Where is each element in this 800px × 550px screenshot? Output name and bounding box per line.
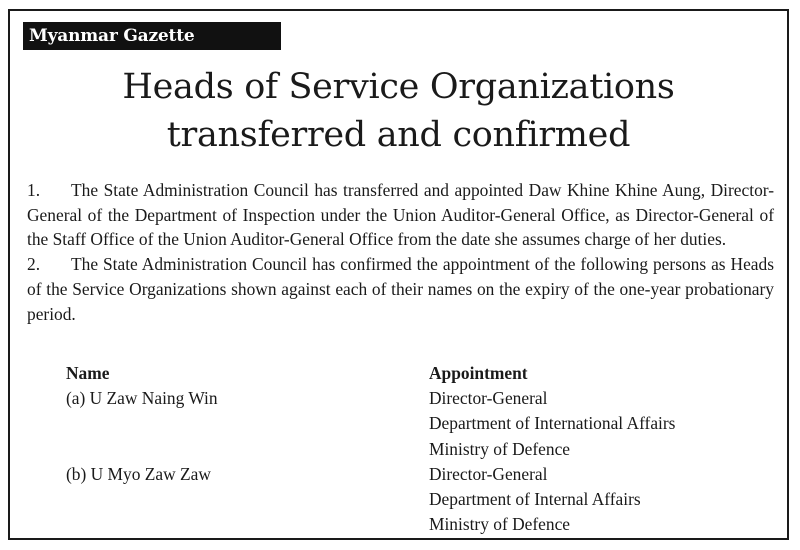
table-header-row xyxy=(66,361,786,386)
headline xyxy=(10,63,787,159)
table-row xyxy=(66,487,786,512)
table-row xyxy=(66,411,786,436)
person-name: (b) U Myo Zaw Zaw xyxy=(66,463,211,484)
appointment-line: Ministry of Defence xyxy=(429,514,571,535)
headline-line-1: Heads of Service Organizations xyxy=(122,67,675,107)
table-row xyxy=(66,512,786,537)
appointment-line: Director-General xyxy=(429,388,548,409)
paragraph-1 xyxy=(27,178,774,252)
article-frame xyxy=(8,9,789,540)
paragraph-text: The State Administration Council has confirmed the appointment of the following persons as Heads of the Service Organizations shown against each of their names on the expiry of the one-year probationary period. xyxy=(27,254,774,324)
table-row xyxy=(66,437,786,462)
appointment-line: Department of Internal Affairs xyxy=(429,488,641,509)
paragraph-number: 1. xyxy=(27,180,41,200)
appointment-table xyxy=(66,361,786,537)
person-name: (a) U Zaw Naing Win xyxy=(66,388,218,409)
paragraph-2 xyxy=(27,252,774,326)
masthead-label: Myanmar Gazette xyxy=(23,22,281,50)
column-header-appointment: Appointment xyxy=(429,363,528,383)
table-row xyxy=(66,386,786,411)
appointment-line: Department of International Affairs xyxy=(429,413,676,434)
table-row xyxy=(66,462,786,487)
paragraph-text: The State Administration Council has transferred and appointed Daw Khine Khine Aung, Director-General of the Department of Inspection under the Union Auditor-General Office, as Director-General of the Staff Office of the Union Auditor-General Office from the date she assumes charge of her duties. xyxy=(27,180,774,250)
appointment-line: Director-General xyxy=(429,463,548,484)
paragraph-number: 2. xyxy=(27,254,41,275)
headline-line-2: transferred and confirmed xyxy=(166,115,631,155)
column-header-name: Name xyxy=(66,363,110,383)
article-body xyxy=(27,178,774,326)
appointment-line: Ministry of Defence xyxy=(429,438,571,459)
